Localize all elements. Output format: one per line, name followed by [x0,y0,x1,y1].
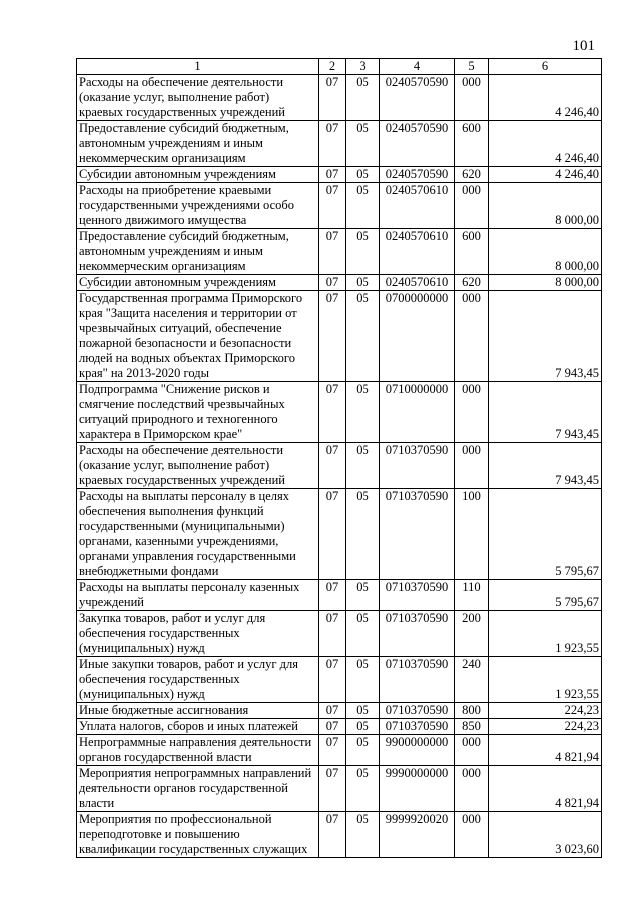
section-code-cell: 07 [319,812,346,858]
amount-cell: 4 246,40 [489,167,602,183]
target-article-cell: 0710370590 [380,657,455,703]
expense-type-cell: 000 [455,735,489,766]
target-article-cell: 0710370590 [380,489,455,580]
row-name-cell: Предоставление субсидий бюджетным, автономным учреждениям и иным некоммерческим организациям [77,121,319,167]
amount-cell: 4 821,94 [489,766,602,812]
section-code-cell: 07 [319,489,346,580]
table-row [77,443,602,489]
target-article-cell: 9999920020 [380,812,455,858]
subsection-code-cell: 05 [346,735,380,766]
row-name-cell: Мероприятия непрограммных направлений деятельности органов государственной власти [77,766,319,812]
table-row [77,580,602,611]
expense-type-cell: 850 [455,719,489,735]
section-code-cell: 07 [319,719,346,735]
subsection-code-cell: 05 [346,183,380,229]
amount-cell: 3 023,60 [489,812,602,858]
row-name-cell: Субсидии автономным учреждениям [77,167,319,183]
row-name-cell: Расходы на выплаты персоналу в целях обеспечения выполнения функций государственными (муниципальными) органами, казенными учреждениями, органами управления государственными внебюджетными фондами [77,489,319,580]
subsection-code-cell: 05 [346,719,380,735]
expense-type-cell: 240 [455,657,489,703]
amount-cell: 5 795,67 [489,580,602,611]
subsection-code-cell: 05 [346,121,380,167]
row-name-cell: Непрограммные направления деятельности органов государственной власти [77,735,319,766]
subsection-code-cell: 05 [346,275,380,291]
row-name-cell: Иные закупки товаров, работ и услуг для обеспечения государственных (муниципальных) нужд [77,657,319,703]
table-row [77,167,602,183]
row-name-cell: Предоставление субсидий бюджетным, автономным учреждениям и иным некоммерческим организациям [77,229,319,275]
row-name-cell: Государственная программа Приморского края "Защита населения и территории от чрезвычайных ситуаций, обеспечение пожарной безопасности и безопасности людей на водных объектах Приморского края" на 2013-2020 годы [77,291,319,382]
page-number: 101 [572,38,595,54]
row-name-cell: Расходы на выплаты персоналу казенных учреждений [77,580,319,611]
expense-type-cell: 200 [455,611,489,657]
target-article-cell: 0710370590 [380,580,455,611]
section-code-cell: 07 [319,121,346,167]
section-code-cell: 07 [319,735,346,766]
row-name-cell: Мероприятия по профессиональной переподготовке и повышению квалификации государственных служащих [77,812,319,858]
expense-type-cell: 000 [455,75,489,121]
amount-cell: 1 923,55 [489,611,602,657]
expense-type-cell: 620 [455,275,489,291]
row-name-cell: Подпрограмма "Снижение рисков и смягчение последствий чрезвычайных ситуаций природного и техногенного характера в Приморском крае" [77,382,319,443]
amount-cell: 5 795,67 [489,489,602,580]
table-row [77,735,602,766]
header-row [77,59,602,75]
column-header: 6 [489,59,602,75]
amount-cell: 8 000,00 [489,275,602,291]
subsection-code-cell: 05 [346,812,380,858]
table-row [77,183,602,229]
amount-cell: 4 821,94 [489,735,602,766]
row-name-cell: Расходы на обеспечение деятельности (оказание услуг, выполнение работ) краевых государственных учреждений [77,75,319,121]
expense-type-cell: 600 [455,229,489,275]
expense-type-cell: 000 [455,443,489,489]
column-header: 4 [380,59,455,75]
target-article-cell: 0240570610 [380,275,455,291]
target-article-cell: 0710370590 [380,611,455,657]
subsection-code-cell: 05 [346,657,380,703]
column-header: 2 [319,59,346,75]
table-row [77,229,602,275]
target-article-cell: 0710370590 [380,719,455,735]
table-row [77,275,602,291]
section-code-cell: 07 [319,703,346,719]
row-name-cell: Расходы на обеспечение деятельности (оказание услуг, выполнение работ) краевых государственных учреждений [77,443,319,489]
amount-cell: 7 943,45 [489,443,602,489]
section-code-cell: 07 [319,443,346,489]
row-name-cell: Закупка товаров, работ и услуг для обеспечения государственных (муниципальных) нужд [77,611,319,657]
target-article-cell: 0710000000 [380,382,455,443]
amount-cell: 7 943,45 [489,291,602,382]
expense-type-cell: 000 [455,766,489,812]
subsection-code-cell: 05 [346,611,380,657]
column-header: 5 [455,59,489,75]
row-name-cell: Иные бюджетные ассигнования [77,703,319,719]
row-name-cell: Расходы на приобретение краевыми государственными учреждениями особо ценного движимого имущества [77,183,319,229]
table-body [77,75,602,858]
subsection-code-cell: 05 [346,75,380,121]
target-article-cell: 0240570590 [380,75,455,121]
table-row [77,611,602,657]
subsection-code-cell: 05 [346,167,380,183]
subsection-code-cell: 05 [346,229,380,275]
table-row [77,291,602,382]
table-row [77,382,602,443]
subsection-code-cell: 05 [346,489,380,580]
row-name-cell: Субсидии автономным учреждениям [77,275,319,291]
expense-type-cell: 110 [455,580,489,611]
row-name-cell: Уплата налогов, сборов и иных платежей [77,719,319,735]
column-header: 3 [346,59,380,75]
target-article-cell: 0240570590 [380,121,455,167]
subsection-code-cell: 05 [346,291,380,382]
section-code-cell: 07 [319,382,346,443]
amount-cell: 7 943,45 [489,382,602,443]
amount-cell: 4 246,40 [489,75,602,121]
expense-type-cell: 600 [455,121,489,167]
table-row [77,812,602,858]
expense-type-cell: 000 [455,812,489,858]
section-code-cell: 07 [319,657,346,703]
amount-cell: 224,23 [489,719,602,735]
amount-cell: 8 000,00 [489,183,602,229]
table-header [77,59,602,75]
target-article-cell: 0240570610 [380,183,455,229]
expense-type-cell: 620 [455,167,489,183]
amount-cell: 8 000,00 [489,229,602,275]
subsection-code-cell: 05 [346,443,380,489]
subsection-code-cell: 05 [346,382,380,443]
table-row [77,657,602,703]
expense-type-cell: 800 [455,703,489,719]
expense-type-cell: 000 [455,183,489,229]
section-code-cell: 07 [319,766,346,812]
subsection-code-cell: 05 [346,580,380,611]
subsection-code-cell: 05 [346,703,380,719]
section-code-cell: 07 [319,580,346,611]
subsection-code-cell: 05 [346,766,380,812]
section-code-cell: 07 [319,229,346,275]
target-article-cell: 9990000000 [380,766,455,812]
table-row [77,75,602,121]
target-article-cell: 0710370590 [380,703,455,719]
section-code-cell: 07 [319,291,346,382]
section-code-cell: 07 [319,183,346,229]
section-code-cell: 07 [319,275,346,291]
table-row [77,489,602,580]
budget-table [76,58,602,858]
target-article-cell: 0710370590 [380,443,455,489]
target-article-cell: 0240570590 [380,167,455,183]
target-article-cell: 9900000000 [380,735,455,766]
amount-cell: 4 246,40 [489,121,602,167]
section-code-cell: 07 [319,167,346,183]
amount-cell: 1 923,55 [489,657,602,703]
table-row [77,719,602,735]
expense-type-cell: 000 [455,291,489,382]
expense-type-cell: 100 [455,489,489,580]
table-row [77,703,602,719]
column-header: 1 [77,59,319,75]
table-row [77,766,602,812]
target-article-cell: 0700000000 [380,291,455,382]
table-row [77,121,602,167]
amount-cell: 224,23 [489,703,602,719]
expense-type-cell: 000 [455,382,489,443]
section-code-cell: 07 [319,75,346,121]
target-article-cell: 0240570610 [380,229,455,275]
section-code-cell: 07 [319,611,346,657]
